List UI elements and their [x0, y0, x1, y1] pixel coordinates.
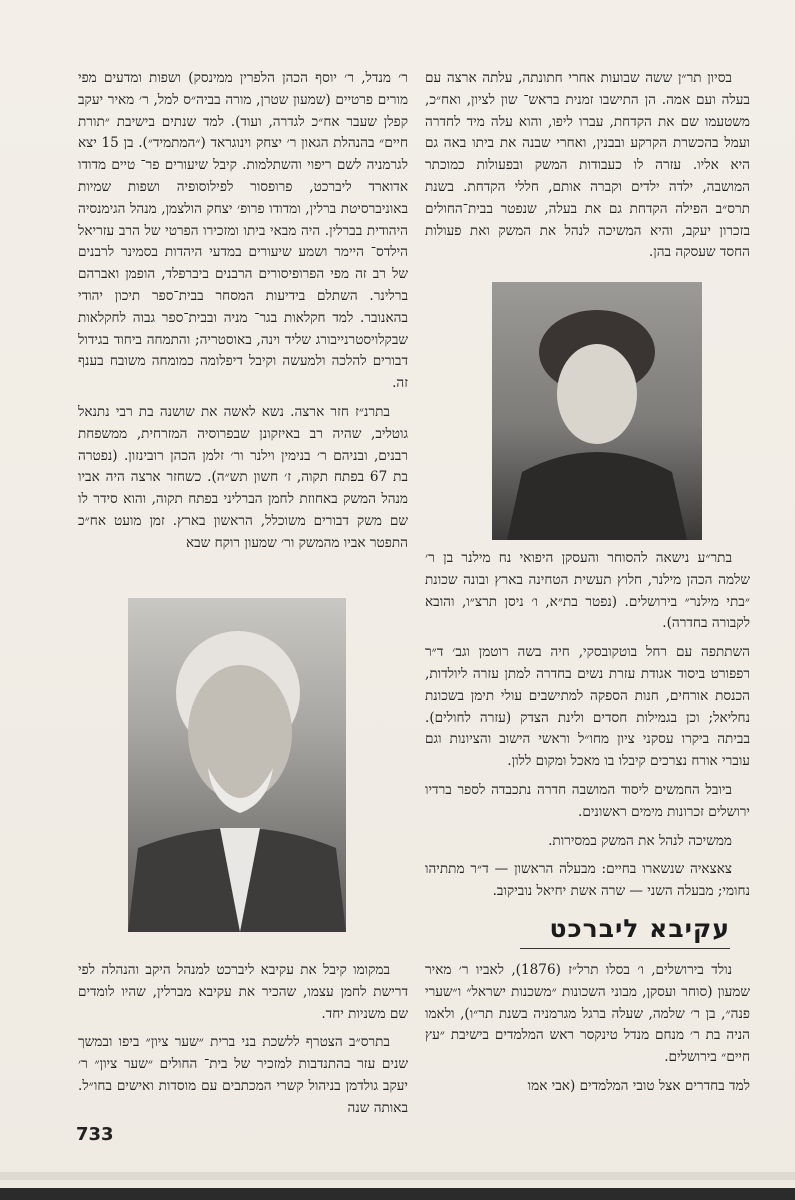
paragraph: במקומו קיבל את עקיבא ליברכט למנהל היקב והנהלה לפי דרישת לחמן עצמו, שהכיר את עקיבא מברלין, שהיו לומדים שם משניות יחד.	[78, 962, 408, 1022]
portrait-woman-image	[492, 282, 702, 540]
paragraph: ביובל החמשים ליסוד המושבה חדרה נתכבדה לספר ברדיו ירושלים זכרונות מימים ראשונים.	[425, 781, 750, 820]
column-right-bottom	[425, 548, 750, 910]
paragraph: ממשיכה לנהל את המשק במסירות.	[548, 832, 732, 849]
paragraph: השתתפה עם רחל בוטקובסקי, חיה בשה רוטמן וגב׳ ד״ר רפפורט ביסוד אגודת עזרת נשים בחדרה למתן עזרה ליולדות, הכנסת אורחים, חנות הספקה למתישבים עולי תימן בשכונת נחליאל; וכן בגמילות חסדים ולינת הצדק (עזרה לחולים). בביתה ביקרו עסקני ציון מחו״ל וראשי הישוב והציונות וגם עוברי אורח נצרכים קיבלו בו מאכל ומקום ללון.	[425, 644, 750, 770]
paragraph: צאצאיה שנשארו בחיים: מבעלה הראשון — ד״ר מתתיהו נחומי; מבעלה השני — שרה אשת יחיאל נוביקוב.	[425, 861, 750, 900]
section-title: עקיבא ליברכט	[549, 914, 730, 943]
paragraph: נולד בירושלים, ו׳ בסלו תרל״ז (1876), לאביו ר׳ מאיר שמעון (סוחר ועסקן, מבוני השכונות ״משכנות ישראל״ ו״שערי פנה״, בן ר׳ שלמה, שעלה ברגל מגרמניה בשנת תר״ו), ולאמו הניה בת ר׳ מנחם מנדל טינקסר ראש המלמדים בישיבת ״עץ חיים״ בירושלים.	[425, 962, 750, 1066]
paragraph: בתרס״ב הצטרף ללשכת בני ברית ״שער ציון״ ביפו ובמשך שנים עזר בהתנדבות למזכיר של בית־ החולים ״שער ציון״ ר׳ יעקב גולדמן בניהול קשרי המכתבים עם מוסדות ואישים בחו״ל. באותה שנה	[78, 1034, 408, 1116]
portrait-photo-woman	[492, 282, 702, 540]
column-left-top	[78, 68, 408, 562]
paragraph: למד בחדרים אצל טובי המלמדים (אבי אמו	[527, 1077, 750, 1094]
page-edge	[0, 1172, 795, 1180]
page-number: 733	[76, 1124, 114, 1145]
column-right-bottom-2	[425, 960, 750, 1105]
portrait-photo-man	[128, 598, 346, 932]
title-rule	[520, 948, 730, 949]
scan-border	[0, 1188, 795, 1200]
column-right-top	[425, 68, 750, 271]
paragraph: בתר״ע נישאה להסוחר והעסקן היפואי נח מילנר בן ר׳ שלמה הכהן מילנר, חלוץ תעשית הטחינה בארץ ובונה שכונת ״בתי מילנר״ בירושלים. (נפטר בת״א, ו׳ ניסן תרצ״ו, והובא לקבורה בחדרה).	[425, 550, 750, 632]
paragraph: בתרנ״ז חזר ארצה. נשא לאשה את שושנה בת רבי נתנאל גוטליב, שהיה רב באיזקונן שבפרוסיה המזרחית, ממשפחת רבנים, ובניהם ר׳ בנימין וילנר ור׳ זלמן הכהן רובינזון. (נפטרה בת 67 בפתח תקוה, ז׳ חשון תש״ה). כשחזר ארצה היה אביו מנהל המשק באחוזת לחמן הברליני בפתח תקוה, והוא סידר לו שם משק דבורים משוכלל, הראשון בארץ. זמן מועט אח״כ התפטר אביו מהמשק ור׳ שמעון רוקח שבא	[78, 403, 408, 551]
column-left-bottom	[78, 960, 408, 1127]
portrait-man-image	[128, 598, 346, 932]
paragraph: ר׳ מנדל, ר׳ יוסף הכהן הלפרין ממינסק) ושפות ומדעים מפי מורים פרטיים (שמעון שטרן, מורה בביה״ס למל, ר׳ מאיר יעקב קפלן שעבר אח״כ לגדרה, ועוד). למד שנתים בישיבת ״תורת חיים״ בהנהלת הגאון ר׳ יצחק וינוגראד (״המתמיד״). בן 15 יצא לגרמניה לשם ריפוי והשתלמות. קיבל שיעורים פר־ טיים מדודו אדוארד ליברכט, פרופסור לפילוסופיה ושפות שמיות באוניברסיטת ברלין, ומדודו פרופ׳ יצחק הולצמן, מנהל הגימנסיה היהודית בברלין. היה מבאי ביתו ומזכירו הפרטי של הרב עזריאל הילדס־ היימר ושמע שיעורים במדעי היהדות בסמינר לרבנים של רב זה מפי הפרופיסורים הרבנים ביברפלד, הופמן ואברהם ברלינר. השתלם בידיעות המסחר בבית־ספר תיכון יהודי בהאנובר. למד חקלאות בגר־ מניה ובבית־ספר גבוה לחקלאות שבקלויסטרנייבורג שליד וינה, באוסטריה; והתמחה ביחוד בגידול דבורים להלכה ולמעשה וקיבל דיפלומה כמומחה משובח בענף זה.	[78, 70, 408, 392]
paragraph: בסיון תר״ן ששה שבועות אחרי חתונתה, עלתה ארצה עם בעלה ועם אמה. הן התישבו זמנית בראש־ שון לציון, ואח״כ, משטעמו שם את הקדחת, עברו ליפו, והוא עלה מיד לחדרה ועמל בהכשרת הקרקע ובבנין, ואחרי שבנה את ביתו באה גם היא אליו. עזרה לו כעבודות המשק ובפעולות כמוכתר המושבה, ילדה ילדים וקברה אותם, חללי הקדחת. בשנת תרס״ב הפילה הקדחת גם את בעלה, שנפטר בבית־החולים בזכרון יעקב, והיא המשיכה לנהל את המשק ואת פעולות החסד שעסקה בהן.	[425, 70, 750, 261]
